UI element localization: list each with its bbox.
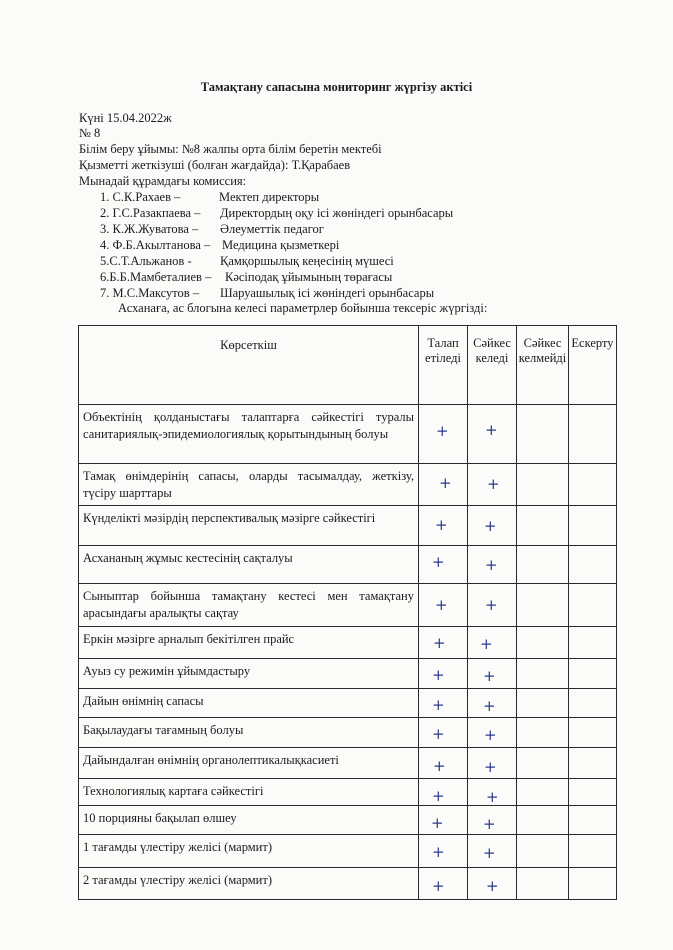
member-name: 3. К.Ж.Жуватова – (100, 222, 199, 236)
indicator-cell: 1 тағамды үлестіру желісі (мармит) (79, 835, 419, 868)
note-cell (569, 868, 617, 900)
complies-mark: + (483, 697, 496, 715)
required-cell (419, 806, 468, 835)
complies-mark: + (483, 815, 496, 833)
required-mark: + (439, 474, 452, 492)
indicator-cell: 2 тағамды үлестіру желісі (мармит) (79, 868, 419, 900)
note-cell (569, 748, 617, 779)
required-mark: + (433, 757, 446, 775)
complies-cell (468, 835, 517, 868)
member-name: 5.С.Т.Альжанов - (100, 254, 192, 268)
indicator-cell: Дайындалған өнімнің органолептикалықкасиеті (79, 748, 419, 779)
indicator-cell: Асхананың жұмыс кестесінің сақталуы (79, 546, 419, 584)
complies-mark: + (486, 877, 499, 895)
required-mark: + (432, 843, 445, 861)
commission-intro: Мынадай құрамдағы комиссия: (79, 174, 247, 188)
member-role: Шаруашылық ісі жөніндегі орынбасары (220, 286, 435, 300)
note-cell (569, 779, 617, 806)
note-cell (569, 659, 617, 689)
complies-mark: + (484, 758, 497, 776)
header-note: Ескерту (569, 326, 617, 405)
required-cell (419, 506, 468, 546)
table-row (79, 659, 617, 689)
note-cell (569, 718, 617, 748)
monitoring-table (78, 325, 617, 900)
complies-cell (468, 868, 517, 900)
required-cell (419, 464, 468, 506)
header-indicator: Көрсеткіш (79, 326, 419, 405)
indicator-cell: Дайын өнімнің сапасы (79, 689, 419, 718)
member-role: Кәсіподақ ұйымының төрағасы (225, 270, 393, 284)
required-mark: + (433, 634, 446, 652)
member-name: 2. Г.С.Разакпаева – (100, 206, 201, 220)
date-line: Күні 15.04.2022ж (79, 111, 172, 125)
required-cell (419, 835, 468, 868)
indicator-cell: Технологиялық картаға сәйкестігі (79, 779, 419, 806)
note-cell (569, 584, 617, 627)
complies-mark: + (483, 667, 496, 685)
table-row (79, 806, 617, 835)
required-cell (419, 779, 468, 806)
not-complies-cell (517, 835, 569, 868)
table-row (79, 627, 617, 659)
required-mark: + (432, 877, 445, 895)
table-row (79, 718, 617, 748)
complies-mark: + (480, 635, 493, 653)
supplier-line: Қызметті жеткізуші (болған жағдайда): Т.Қарабаев (79, 158, 351, 172)
table-row (79, 689, 617, 718)
table-row (79, 546, 617, 584)
indicator-cell: Ауыз су режимін ұйымдастыру (79, 659, 419, 689)
required-cell (419, 546, 468, 584)
table-row (79, 506, 617, 546)
not-complies-cell (517, 806, 569, 835)
complies-mark: + (484, 726, 497, 744)
table-row (79, 779, 617, 806)
table-row (79, 748, 617, 779)
note-cell (569, 835, 617, 868)
not-complies-cell (517, 689, 569, 718)
complies-mark: + (486, 788, 499, 806)
note-cell (569, 506, 617, 546)
table-row (79, 868, 617, 900)
required-cell (419, 748, 468, 779)
not-complies-cell (517, 748, 569, 779)
indicator-cell: Күнделікті мәзірдің перспективалық мәзірге сәйкестігі (79, 506, 419, 546)
note-cell (569, 627, 617, 659)
table-header-row (79, 326, 617, 405)
required-mark: + (431, 814, 444, 832)
required-mark: + (432, 666, 445, 684)
indicator-cell: Сыныптар бойынша тамақтану кестесі мен тамақтану арасындағы аралықты сақтау (79, 584, 419, 627)
complies-cell (468, 405, 517, 464)
table-row (79, 405, 617, 464)
member-role: Директордың оқу ісі жөніндегі орынбасары (220, 206, 454, 220)
required-cell (419, 659, 468, 689)
not-complies-cell (517, 405, 569, 464)
member-name: 4. Ф.Б.Акылтанова – (100, 238, 211, 252)
table-row (79, 584, 617, 627)
number-line: № 8 (79, 126, 101, 140)
note-cell (569, 546, 617, 584)
required-mark: + (432, 553, 445, 571)
member-name: 7. М.С.Максутов – (100, 286, 200, 300)
complies-cell (468, 689, 517, 718)
inspection-line: Асханаға, ас блогына келесі параметрлер бойынша тексеріс жүргізді: (118, 301, 488, 315)
complies-mark: + (487, 475, 500, 493)
complies-cell (468, 718, 517, 748)
required-mark: + (436, 422, 449, 440)
complies-mark: + (483, 844, 496, 862)
indicator-cell: Тамақ өнімдерінің сапасы, оларды тасымалдау, жеткізу, түсіру шарттары (79, 464, 419, 506)
note-cell (569, 806, 617, 835)
member-role: Медицина қызметкері (222, 238, 340, 252)
complies-cell (468, 779, 517, 806)
not-complies-cell (517, 779, 569, 806)
complies-mark: + (485, 596, 498, 614)
indicator-cell: 10 порцияны бақылап өлшеу (79, 806, 419, 835)
member-role: Әлеуметтік педагог (220, 222, 324, 236)
complies-cell (468, 464, 517, 506)
indicator-cell: Бақылаудағы тағамның болуы (79, 718, 419, 748)
member-role: Қамқоршылық кеңесінің мүшесі (220, 254, 394, 268)
required-cell (419, 405, 468, 464)
not-complies-cell (517, 584, 569, 627)
complies-cell (468, 806, 517, 835)
note-cell (569, 405, 617, 464)
header-complies: Сәйкес келеді (468, 326, 517, 405)
required-cell (419, 584, 468, 627)
note-cell (569, 464, 617, 506)
complies-cell (468, 546, 517, 584)
complies-cell (468, 748, 517, 779)
complies-cell (468, 627, 517, 659)
indicator-cell: Объектінің қолданыстағы талаптарға сәйкестігі туралы санитариялық-эпидемиологиялық қорытындының болуы (79, 405, 419, 464)
not-complies-cell (517, 659, 569, 689)
not-complies-cell (517, 546, 569, 584)
required-mark: + (435, 516, 448, 534)
document-title: Тамақтану сапасына мониторинг жүргізу актісі (200, 80, 473, 94)
table-row (79, 464, 617, 506)
required-mark: + (432, 696, 445, 714)
table-row (79, 835, 617, 868)
complies-mark: + (485, 556, 498, 574)
required-cell (419, 689, 468, 718)
header-required: Талап етіледі (419, 326, 468, 405)
required-cell (419, 627, 468, 659)
note-cell (569, 689, 617, 718)
required-mark: + (435, 596, 448, 614)
not-complies-cell (517, 506, 569, 546)
not-complies-cell (517, 868, 569, 900)
not-complies-cell (517, 464, 569, 506)
required-mark: + (432, 787, 445, 805)
not-complies-cell (517, 718, 569, 748)
member-name: 6.Б.Б.Мамбеталиев – (100, 270, 212, 284)
indicator-cell: Еркін мәзірге арналып бекітілген прайс (79, 627, 419, 659)
complies-mark: + (485, 421, 498, 439)
complies-cell (468, 584, 517, 627)
complies-cell (468, 506, 517, 546)
header-not-complies: Сәйкес келмейді (517, 326, 569, 405)
required-mark: + (432, 725, 445, 743)
complies-cell (468, 659, 517, 689)
required-cell (419, 868, 468, 900)
not-complies-cell (517, 627, 569, 659)
member-role: Мектеп директоры (219, 190, 320, 204)
member-name: 1. С.К.Рахаев – (100, 190, 181, 204)
complies-mark: + (484, 517, 497, 535)
required-cell (419, 718, 468, 748)
organization-line: Білім беру ұйымы: №8 жалпы орта білім беретін мектебі (79, 142, 382, 156)
